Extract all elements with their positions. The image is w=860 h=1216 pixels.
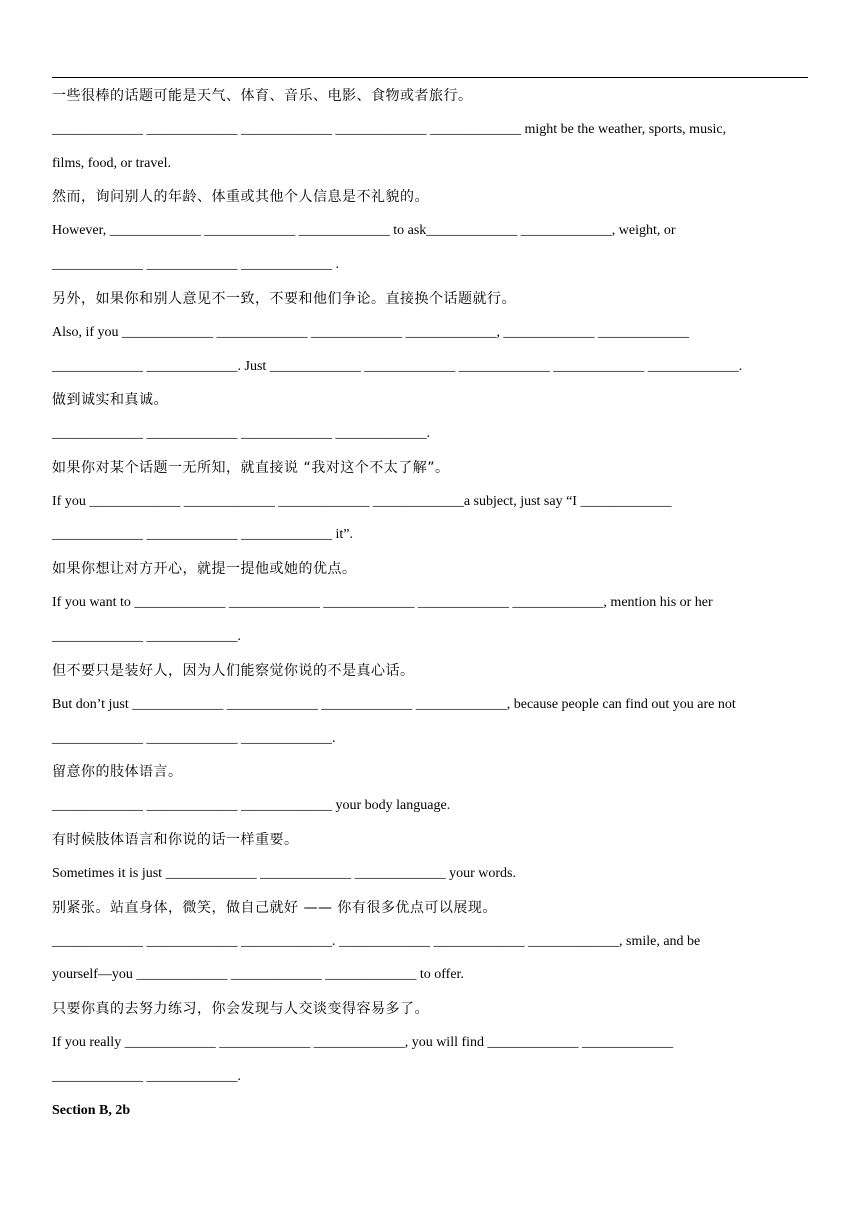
english-fill-line-10a: _____________ _____________ _____________. _____________ _____________ _____________, smile, and be — [52, 934, 701, 949]
chinese-sentence-4: 做到诚实和真诚。 — [52, 392, 168, 408]
english-fill-line-2b: _____________ _____________ _____________ . — [52, 257, 339, 272]
header-rule — [52, 77, 808, 78]
english-fill-line-7a: But don’t just _____________ _____________ _____________ _____________, because people can find out you are not — [52, 697, 736, 712]
english-fill-line-2a: However, _____________ _____________ _____________ to ask_____________ _____________, weight, or — [52, 223, 676, 238]
english-fill-line-1b: films, food, or travel. — [52, 156, 171, 171]
english-fill-line-6a: If you want to _____________ _____________ _____________ _____________ _____________, mention his or her — [52, 595, 713, 610]
chinese-sentence-5: 如果你对某个话题一无所知，就直接说 “我对这个不太了解”。 — [52, 460, 450, 476]
section-heading: Section B, 2b — [52, 1103, 131, 1118]
english-fill-line-9a: Sometimes it is just _____________ _____________ _____________ your words. — [52, 866, 516, 881]
english-fill-line-1a: _____________ _____________ _____________ _____________ _____________ might be the weather, sports, music, — [52, 122, 727, 137]
english-fill-line-10b: yourself—you _____________ _____________ _____________ to offer. — [52, 967, 464, 982]
english-fill-line-11b: _____________ _____________. — [52, 1069, 241, 1084]
english-fill-line-4a: _____________ _____________ _____________ _____________. — [52, 426, 430, 441]
chinese-sentence-8: 留意你的肢体语言。 — [52, 764, 183, 780]
english-fill-line-6b: _____________ _____________. — [52, 629, 241, 644]
chinese-sentence-11: 只要你真的去努力练习，你会发现与人交谈变得容易多了。 — [52, 1001, 429, 1017]
chinese-sentence-7: 但不要只是装好人，因为人们能察觉你说的不是真心话。 — [52, 663, 415, 679]
chinese-sentence-9: 有时候肢体语言和你说的话一样重要。 — [52, 832, 299, 848]
english-fill-line-5b: _____________ _____________ _____________ it”. — [52, 527, 353, 542]
chinese-sentence-1: 一些很棒的话题可能是天气、体育、音乐、电影、食物或者旅行。 — [52, 88, 473, 104]
english-fill-line-8a: _____________ _____________ _____________ your body language. — [52, 798, 451, 813]
chinese-sentence-6: 如果你想让对方开心，就提一提他或她的优点。 — [52, 561, 357, 577]
english-fill-line-11a: If you really _____________ _____________ _____________, you will find _____________ _____________ — [52, 1035, 674, 1050]
chinese-sentence-3: 另外，如果你和别人意见不一致，不要和他们争论。直接换个话题就行。 — [52, 291, 516, 307]
english-fill-line-7b: _____________ _____________ _____________. — [52, 731, 336, 746]
chinese-sentence-10: 别紧张。站直身体，微笑，做自己就好 —— 你有很多优点可以展现。 — [52, 900, 497, 916]
english-fill-line-3b: _____________ _____________. Just _____________ _____________ _____________ _____________ _____________. — [52, 359, 743, 374]
english-fill-line-3a: Also, if you _____________ _____________ _____________ _____________, _____________ _____________ — [52, 325, 689, 340]
chinese-sentence-2: 然而，询问别人的年龄、体重或其他个人信息是不礼貌的。 — [52, 189, 429, 205]
english-fill-line-5a: If you _____________ _____________ _____________ _____________a subject, just say “I _____________ — [52, 494, 672, 509]
